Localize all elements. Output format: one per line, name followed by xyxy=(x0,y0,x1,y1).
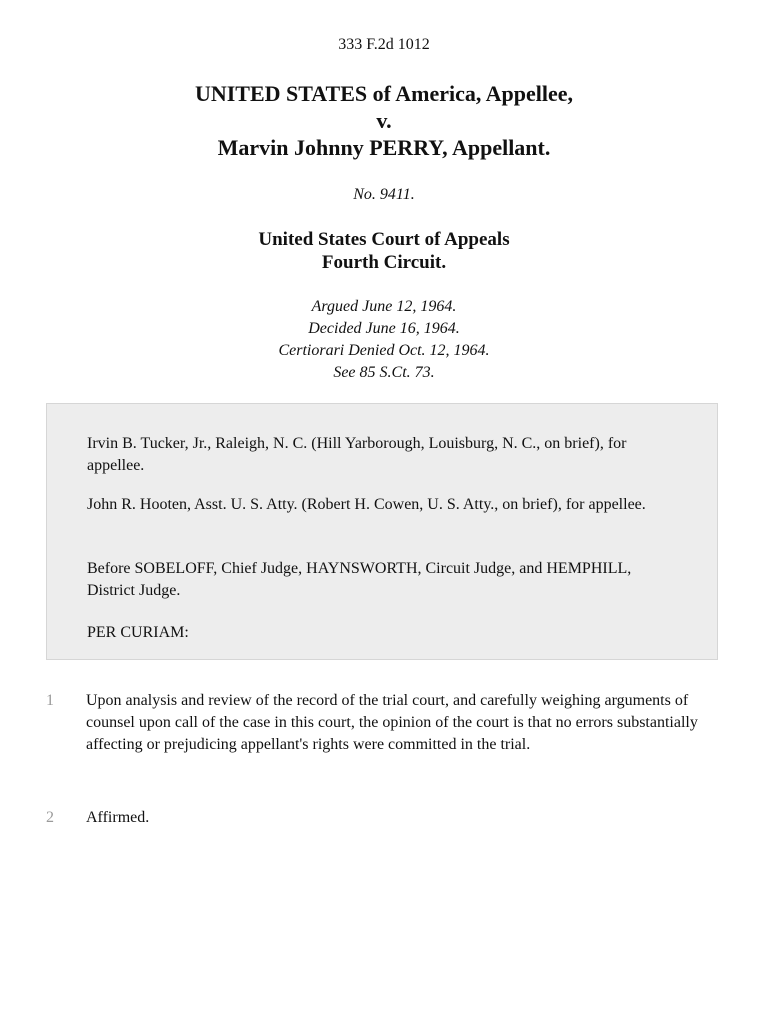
court-name-line1: United States Court of Appeals xyxy=(258,229,510,250)
counsel-appellant: Irvin B. Tucker, Jr., Raleigh, N. C. (Hill Yarborough, Louisburg, N. C., on brief), for appellee. xyxy=(87,435,627,474)
docket-number: No. 9411. xyxy=(353,186,415,203)
title-appellee: UNITED STATES of America, Appellee, xyxy=(194,81,574,106)
date-certiorari: Certiorari Denied Oct. 12, 1964. xyxy=(278,342,490,359)
title-appellant: Marvin Johnny PERRY, Appellant. xyxy=(217,135,551,160)
court-name-line2: Fourth Circuit. xyxy=(321,252,447,273)
date-decided: Decided June 16, 1964. xyxy=(308,320,460,337)
court-name xyxy=(0,228,768,274)
date-see-reference: See 85 S.Ct. 73. xyxy=(333,364,435,381)
panel-judges: Before SOBELOFF, Chief Judge, HAYNSWORTH, Circuit Judge, and HEMPHILL, District Judge. xyxy=(87,560,632,599)
case-citation: 333 F.2d 1012 xyxy=(338,36,430,53)
title-versus: v. xyxy=(376,108,392,133)
case-dates xyxy=(0,296,768,384)
per-curiam-heading: PER CURIAM: xyxy=(87,624,189,641)
paragraph-number: 1 xyxy=(46,692,54,709)
paragraph-number: 2 xyxy=(46,809,54,826)
case-title xyxy=(0,80,768,161)
prelim-box xyxy=(46,403,718,660)
paragraph-text: Upon analysis and review of the record of the trial court, and carefully weighing arguments of counsel upon call of the case in this court, the opinion of the court is that no errors substantially affecting or prejudicing appellant's rights were committed in the trial. xyxy=(86,692,698,753)
paragraph-text: Affirmed. xyxy=(86,809,150,826)
counsel-appellee: John R. Hooten, Asst. U. S. Atty. (Robert H. Cowen, U. S. Atty., on brief), for appellee. xyxy=(87,496,646,513)
date-argued: Argued June 12, 1964. xyxy=(311,298,457,315)
